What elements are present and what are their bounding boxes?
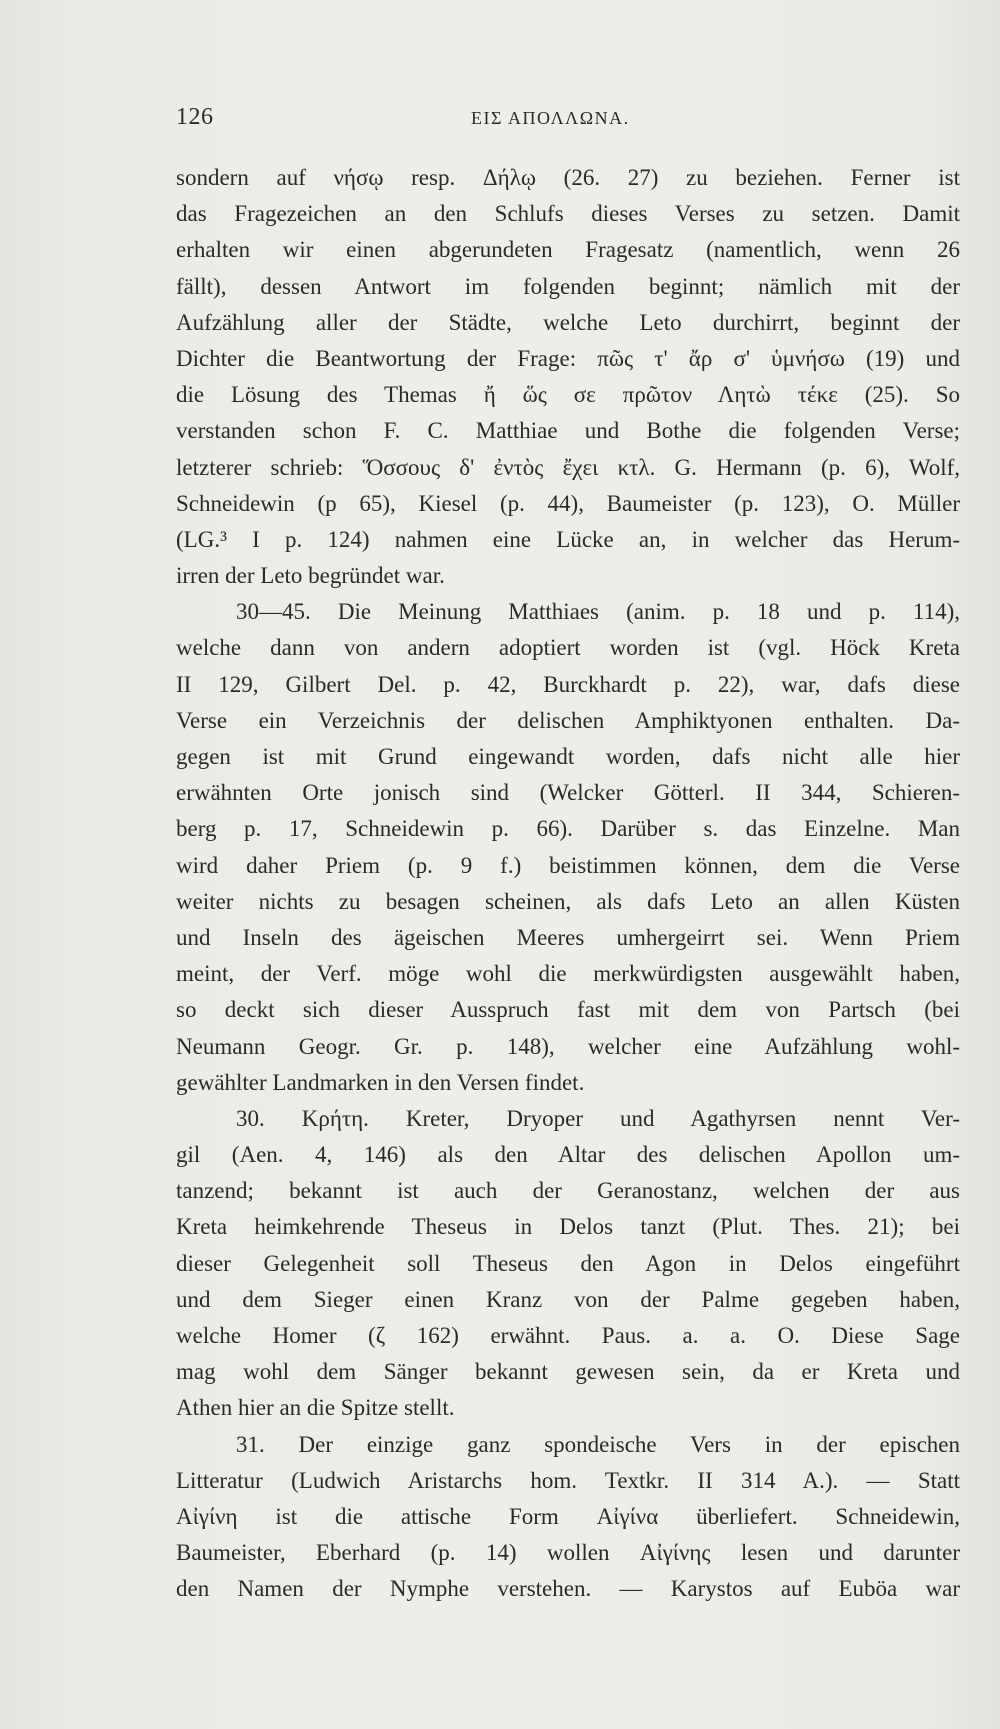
text-line: 30—45. Die Meinung Matthiaes (anim. p. 18 und p. 114), xyxy=(236,599,960,625)
text-line: irren der Leto begründet war. xyxy=(176,563,445,589)
text-line: welche Homer (ζ 162) erwähnt. Paus. a. a. O. Diese Sage xyxy=(176,1323,960,1348)
text-line: (LG.³ I p. 124) nahmen eine Lücke an, in welcher das Herum- xyxy=(176,526,960,552)
page-header xyxy=(176,104,792,144)
text-line: die Lösung des Themas ἤ ὥς σε πρῶτον Λητὼ τέκε (25). So xyxy=(176,382,960,408)
text-line: Neumann Geogr. Gr. p. 148), welcher eine Aufzählung wohl- xyxy=(176,1033,960,1059)
commentary-text xyxy=(176,160,960,1608)
text-line: 30. Κρήτη. Kreter, Dryoper und Agathyrsen nennt Ver- xyxy=(236,1105,960,1131)
text-line: Aufzählung aller der Städte, welche Leto durchirrt, beginnt der xyxy=(176,309,960,335)
text-line: welche dann von andern adoptiert worden ist (vgl. Höck Kreta xyxy=(176,635,960,661)
text-line: Verse ein Verzeichnis der delischen Amphiktyonen enthalten. Da- xyxy=(176,707,960,733)
text-line: gil (Aen. 4, 146) als den Altar des delischen Apollon um- xyxy=(176,1142,960,1168)
running-title: ΕΙΣ ΑΠΟΛΛΩΝΑ. xyxy=(471,108,630,128)
text-line: den Namen der Nymphe verstehen. — Karystos auf Euböa war xyxy=(176,1576,960,1602)
page-number: 126 xyxy=(176,104,214,130)
text-line: und Inseln des ägeischen Meeres umhergeirrt sei. Wenn Priem xyxy=(176,924,960,950)
text-line: Baumeister, Eberhard (p. 14) wollen Αἰγίνης lesen und darunter xyxy=(176,1540,960,1566)
text-line: gewählter Landmarken in den Versen findet. xyxy=(176,1069,585,1095)
text-line: Dichter die Beantwortung der Frage: πῶς τ' ἄρ σ' ὑμνήσω (19) und xyxy=(176,345,960,371)
text-line: tanzend; bekannt ist auch der Geranostanz, welchen der aus xyxy=(176,1178,960,1204)
text-line: das Fragezeichen an den Schlufs dieses Verses zu setzen. Damit xyxy=(176,201,960,227)
text-line: gegen ist mit Grund eingewandt worden, dafs nicht alle hier xyxy=(176,744,960,769)
text-line: mag wohl dem Sänger bekannt gewesen sein, da er Kreta und xyxy=(176,1359,960,1385)
text-line: weiter nichts zu besagen scheinen, als dafs Leto an allen Küsten xyxy=(176,888,960,914)
text-line: erhalten wir einen abgerundeten Fragesatz (namentlich, wenn 26 xyxy=(176,237,960,263)
text-line: Schneidewin (p 65), Kiesel (p. 44), Baumeister (p. 123), O. Müller xyxy=(176,490,960,516)
text-line: berg p. 17, Schneidewin p. 66). Darüber s. das Einzelne. Man xyxy=(176,816,960,842)
text-line: erwähnten Orte jonisch sind (Welcker Götterl. II 344, Schieren- xyxy=(176,780,960,806)
text-line: verstanden schon F. C. Matthiae und Bothe die folgenden Verse; xyxy=(176,418,960,444)
text-line: so deckt sich dieser Ausspruch fast mit dem von Partsch (bei xyxy=(176,997,960,1023)
text-line: dieser Gelegenheit soll Theseus den Agon in Delos eingeführt xyxy=(176,1250,960,1276)
text-line: sondern auf νήσῳ resp. Δήλῳ (26. 27) zu beziehen. Ferner ist xyxy=(176,165,960,190)
text-line: II 129, Gilbert Del. p. 42, Burckhardt p. 22), war, dafs diese xyxy=(176,671,960,697)
text-line: 31. Der einzige ganz spondeische Vers in der epischen xyxy=(236,1431,960,1457)
text-line: Athen hier an die Spitze stellt. xyxy=(176,1395,455,1421)
text-line: Αἰγίνη ist die attische Form Αἰγίνα überliefert. Schneidewin, xyxy=(176,1503,960,1529)
text-line: Kreta heimkehrende Theseus in Delos tanzt (Plut. Thes. 21); bei xyxy=(176,1214,960,1240)
text-line: meint, der Verf. möge wohl die merkwürdigsten ausgewählt haben, xyxy=(176,961,960,987)
text-line: Litteratur (Ludwich Aristarchs hom. Textkr. II 314 A.). — Statt xyxy=(176,1467,960,1493)
text-line: letzterer schrieb: Ὅσσους δ' ἐντὸς ἔχει κτλ. G. Hermann (p. 6), Wolf, xyxy=(176,454,960,480)
text-line: wird daher Priem (p. 9 f.) beistimmen können, dem die Verse xyxy=(176,852,960,878)
text-line: fällt), dessen Antwort im folgenden beginnt; nämlich mit der xyxy=(176,273,960,299)
text-line: und dem Sieger einen Kranz von der Palme gegeben haben, xyxy=(176,1286,960,1312)
